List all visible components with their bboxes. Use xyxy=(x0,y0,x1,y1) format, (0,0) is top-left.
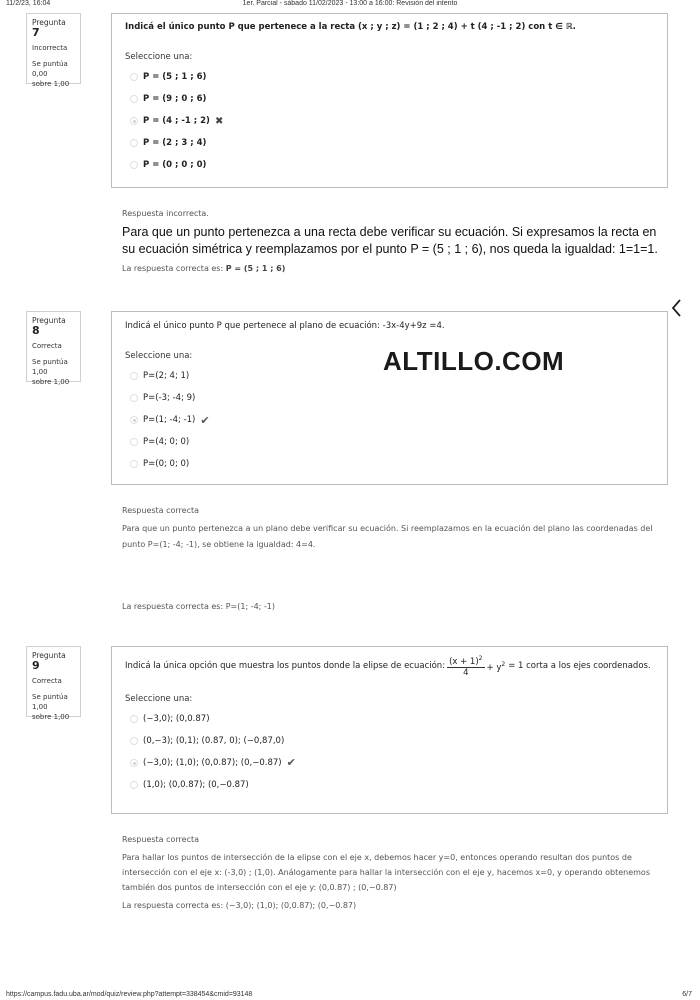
question-number xyxy=(32,651,75,672)
question-label: Pregunta xyxy=(32,651,66,660)
radio-button[interactable] xyxy=(130,394,138,402)
question-text-before: Indicá la única opción que muestra los puntos donde la elipse de ecuación: xyxy=(125,661,446,672)
feedback-explanation: Para hallar los puntos de intersección de la elipse con el eje x, debemos hacer y=0, entonces operando resultan dos puntos de intersección con el eje x: (-3,0) ; (1,0). Análogamente para hallar la intersección con el eje y, hacemos x=0, y operando obtenemos también dos puntos de intersección con el eje y: (0,0.87) ; (0,−0.87) xyxy=(122,853,650,892)
question-text: Indicá el único punto P que pertenece al plano de ecuación: -3x-4y+9z =4. xyxy=(125,321,445,331)
question-label: Pregunta xyxy=(32,18,66,27)
print-url: https://campus.fadu.uba.ar/mod/quiz/review.php?attempt=338454&cmid=93148 xyxy=(6,991,253,998)
answer-option[interactable] xyxy=(125,132,654,154)
question-score-line2: sobre 1,00 xyxy=(32,713,70,721)
y-exponent: 2 xyxy=(501,660,506,668)
answer-options xyxy=(125,365,654,475)
question-text-after: = 1 corta a los ejes coordenados. xyxy=(508,661,651,672)
option-label: (−3,0); (1,0); (0,0.87); (0,−0.87) xyxy=(143,757,282,768)
numerator-exponent: 2 xyxy=(478,655,483,662)
correct-answer: La respuesta correcta es: P=(1; -4; -1) xyxy=(122,602,275,611)
question-state: Incorrecta xyxy=(32,44,68,52)
select-prompt: Seleccione una: xyxy=(125,351,193,361)
radio-button[interactable] xyxy=(130,95,138,103)
feedback-status: Respuesta incorrecta. xyxy=(122,209,209,218)
question-number xyxy=(32,18,75,39)
feedback-status: Respuesta correcta xyxy=(122,506,200,515)
answer-option-selected[interactable] xyxy=(125,752,654,774)
print-title: 1er. Parcial - sábado 11/02/2023 - 13:00 a 16:00: Revisión del intento xyxy=(242,0,458,7)
option-label: P=(4; 0; 0) xyxy=(143,437,190,447)
question-score-line1: Se puntúa 1,00 xyxy=(32,358,68,376)
equation-plus-term xyxy=(487,661,506,673)
question-label: Pregunta xyxy=(32,316,66,325)
question-info-8 xyxy=(26,311,81,386)
radio-button[interactable] xyxy=(130,460,138,468)
radio-button-checked[interactable] xyxy=(130,416,138,424)
feedback-explanation: Para que un punto pertenezca a un plano debe verificar su ecuación. Si reemplazamos en la ecuación del plano las coordenadas del punto P=(1; -4; -1), se obtiene la igualdad: 4=4. xyxy=(122,524,653,549)
answer-option[interactable] xyxy=(125,774,654,796)
option-label: P=(2; 4; 1) xyxy=(143,371,190,381)
question-formulation-8 xyxy=(111,311,668,485)
select-prompt: Seleccione una: xyxy=(125,693,193,704)
equation-fraction xyxy=(447,655,484,678)
option-label: (−3,0); (0,0.87) xyxy=(143,713,210,724)
correct-answer xyxy=(122,261,662,276)
print-date: 11/2/23, 16:04 xyxy=(6,0,51,7)
question-number-value: 7 xyxy=(32,26,40,39)
radio-button[interactable] xyxy=(130,438,138,446)
answer-option-selected[interactable] xyxy=(125,409,654,431)
answer-option[interactable] xyxy=(125,387,654,409)
question-feedback-7 xyxy=(122,206,662,276)
question-feedback-8 xyxy=(122,503,662,614)
option-label: P=(-3; -4; 9) xyxy=(143,393,196,403)
question-number-value: 8 xyxy=(32,324,40,337)
question-info-9 xyxy=(26,646,81,721)
answer-option[interactable] xyxy=(125,66,654,88)
select-prompt: Seleccione una: xyxy=(125,52,193,62)
answer-option[interactable] xyxy=(125,730,654,752)
question-score-line2: sobre 1,00 xyxy=(32,80,70,88)
radio-button[interactable] xyxy=(130,781,138,789)
print-page-number: 6/7 xyxy=(682,991,692,998)
question-text: Indicá el único punto P que pertenece a la recta (x ; y ; z) = (1 ; 2 ; 4) + t (4 ; -1 ; 2) con t ∈ ℝ. xyxy=(125,22,576,32)
radio-button[interactable] xyxy=(130,715,138,723)
question-score-line1: Se puntúa 1,00 xyxy=(32,693,68,711)
radio-button[interactable] xyxy=(130,73,138,81)
watermark-logo: ALTILLO.COM xyxy=(383,346,565,376)
radio-button[interactable] xyxy=(130,161,138,169)
feedback-explanation: Para que un punto pertenezca a una recta debe verificar su ecuación. Si expresamos la recta en su ecuación simétrica y reemplazamos por el punto P = (5 ; 1 ; 6), nos queda la igualdad: 1=1=1. xyxy=(122,225,658,256)
answer-options xyxy=(125,708,654,796)
radio-button-checked[interactable] xyxy=(130,759,138,767)
correct-answer-value: P = (5 ; 1 ; 6) xyxy=(225,264,286,273)
answer-option[interactable] xyxy=(125,453,654,475)
radio-button-checked[interactable] xyxy=(130,117,138,125)
feedback-status: Respuesta correcta xyxy=(122,835,200,844)
option-label: P=(1; -4; -1) xyxy=(143,415,196,425)
question-number-value: 9 xyxy=(32,659,40,672)
numerator-text: (x + 1) xyxy=(449,656,479,667)
print-footer xyxy=(0,990,700,1000)
question-state: Correcta xyxy=(32,342,62,350)
chevron-left-icon[interactable] xyxy=(670,298,684,318)
option-label: P = (4 ; -1 ; 2) xyxy=(143,116,210,126)
radio-button[interactable] xyxy=(130,737,138,745)
question-score-line1: Se puntúa 0,00 xyxy=(32,60,68,78)
question-info-7 xyxy=(26,13,81,88)
print-header xyxy=(0,0,700,10)
option-label: P = (2 ; 3 ; 4) xyxy=(143,138,207,148)
question-number xyxy=(32,316,75,337)
option-label: (0,−3); (0,1); (0.87, 0); (−0,87,0) xyxy=(143,735,285,746)
answer-option[interactable] xyxy=(125,708,654,730)
correct-answer: La respuesta correcta es: (−3,0); (1,0); (0,0.87); (0,−0.87) xyxy=(122,901,357,910)
radio-button[interactable] xyxy=(130,372,138,380)
answer-option[interactable] xyxy=(125,431,654,453)
fraction-denominator: 4 xyxy=(463,667,469,678)
question-formulation-9 xyxy=(111,646,668,814)
option-label: P = (9 ; 0 ; 6) xyxy=(143,94,207,104)
answer-option[interactable] xyxy=(125,154,654,176)
question-text xyxy=(125,655,654,678)
check-icon: ✔ xyxy=(286,756,296,770)
option-label: (1,0); (0,0.87); (0,−0.87) xyxy=(143,779,249,790)
cross-icon: ✖ xyxy=(214,115,224,127)
option-label: P = (0 ; 0 ; 0) xyxy=(143,160,207,170)
check-icon: ✔ xyxy=(200,413,210,427)
answer-option[interactable] xyxy=(125,88,654,110)
question-state: Correcta xyxy=(32,677,62,685)
answer-options xyxy=(125,66,654,176)
question-feedback-9 xyxy=(122,832,662,913)
fraction-numerator xyxy=(447,655,484,668)
question-formulation-7 xyxy=(111,13,668,188)
radio-button[interactable] xyxy=(130,139,138,147)
option-label: P = (5 ; 1 ; 6) xyxy=(143,72,207,82)
correct-answer-prefix: La respuesta correcta es: xyxy=(122,264,224,273)
option-label: P=(0; 0; 0) xyxy=(143,459,190,469)
answer-option-selected[interactable] xyxy=(125,110,654,132)
plus-y-text: + y xyxy=(486,662,502,673)
question-score-line2: sobre 1,00 xyxy=(32,378,70,386)
